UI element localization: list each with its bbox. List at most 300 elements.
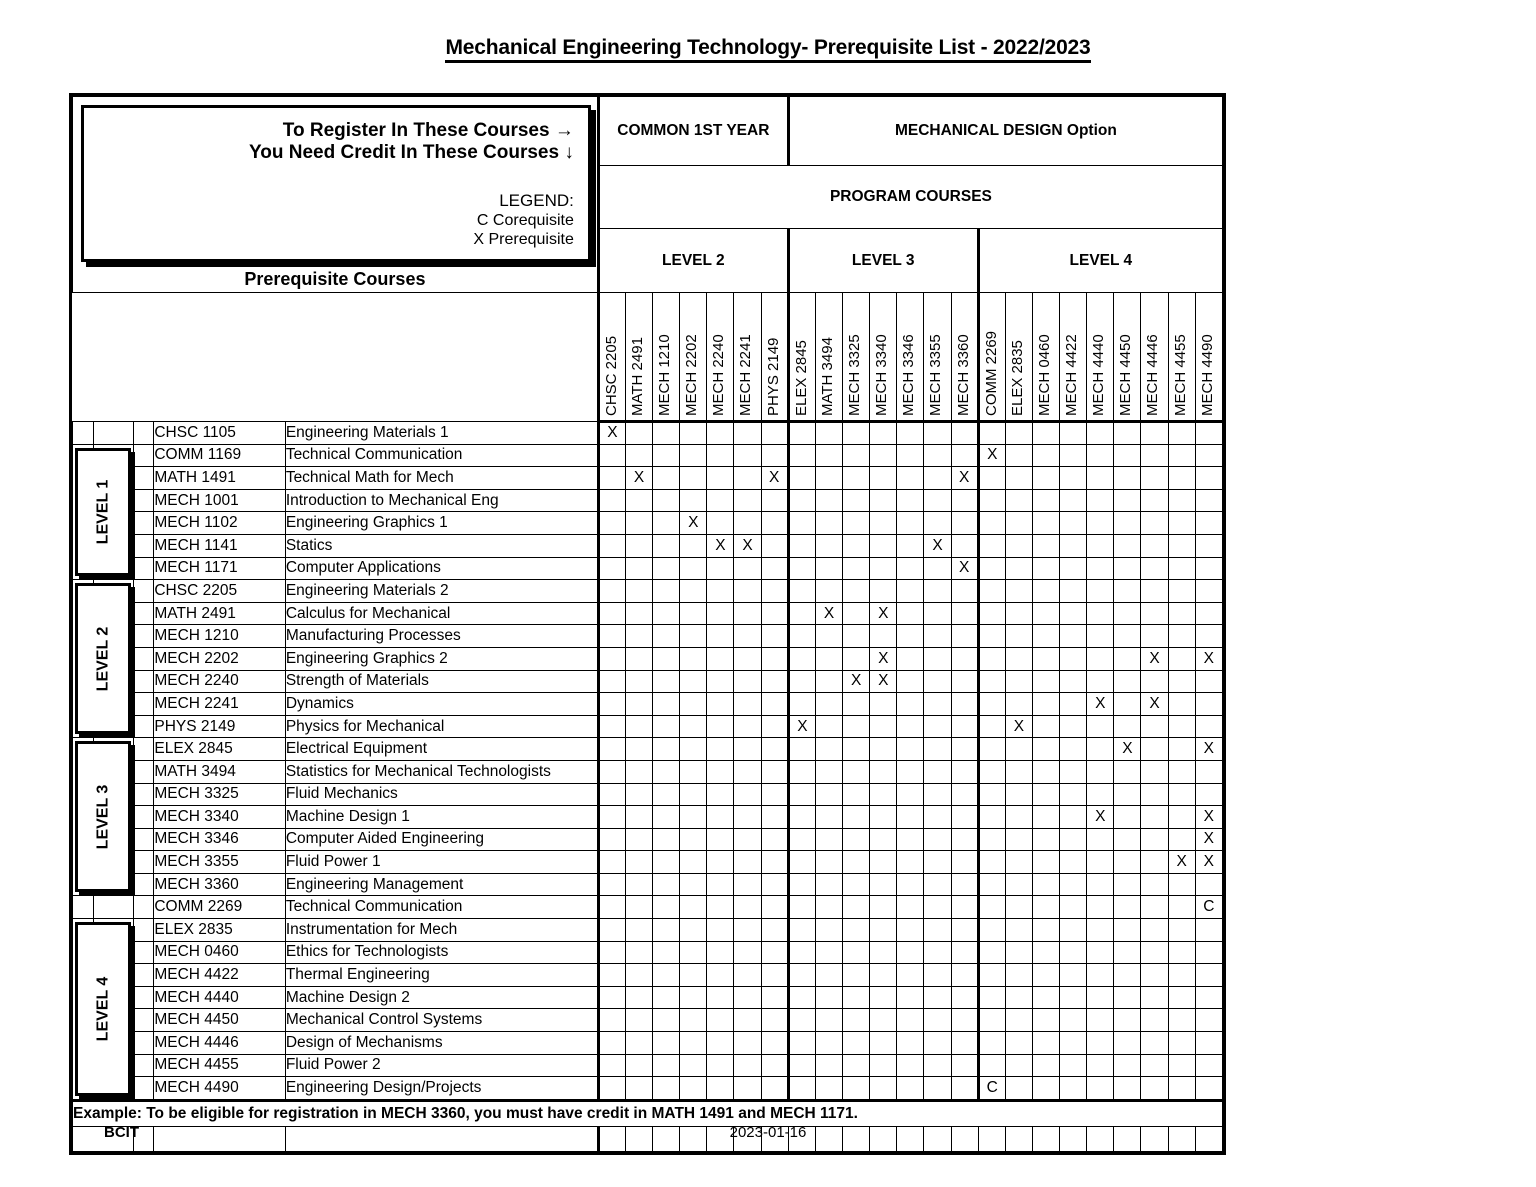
rotated-label-wrap	[1169, 293, 1195, 420]
rotated-label-wrap	[734, 293, 760, 420]
mark-cell-empty	[843, 851, 870, 874]
column-header-text: MECH 4490	[1198, 334, 1216, 416]
mark-cell-empty	[924, 896, 951, 919]
mark-cell-empty	[598, 941, 625, 964]
row-gap-cell	[133, 602, 154, 625]
row-course-code: MECH 2202	[154, 647, 285, 670]
mark-cell-empty	[625, 873, 652, 896]
mark-cell-empty	[653, 738, 680, 761]
mark-cell-empty	[1141, 602, 1168, 625]
mark-cell-empty	[897, 873, 924, 896]
mark-cell-empty	[1087, 489, 1114, 512]
mark-cell-empty	[897, 557, 924, 580]
mark-cell-empty	[1168, 1077, 1195, 1101]
mark-cell-empty	[843, 557, 870, 580]
mark-cell-empty	[1060, 489, 1087, 512]
credit-instruction	[84, 142, 588, 164]
mark-cell-empty	[1032, 670, 1059, 693]
mark-cell-empty	[1005, 467, 1032, 490]
table-row	[73, 670, 1223, 693]
mark-cell-x: X	[1114, 738, 1141, 761]
mark-cell-empty	[1060, 919, 1087, 942]
mark-cell-empty	[1087, 851, 1114, 874]
register-instruction-text: To Register In These Courses	[282, 120, 550, 141]
column-header-text: MECH 2202	[683, 334, 701, 416]
row-gap-cell	[133, 1077, 154, 1101]
mark-cell-empty	[978, 964, 1005, 987]
mark-cell-empty	[1060, 964, 1087, 987]
table-row	[73, 919, 1223, 942]
row-gap-cell	[133, 986, 154, 1009]
row-gap-cell	[133, 919, 154, 942]
mark-cell-empty	[788, 986, 815, 1009]
mark-cell-empty	[1060, 1009, 1087, 1032]
mark-cell-empty	[734, 941, 761, 964]
mark-cell-empty	[897, 738, 924, 761]
mark-cell-empty	[707, 512, 734, 535]
row-course-name: Ethics for Technologists	[285, 941, 598, 964]
mark-cell-empty	[1195, 873, 1222, 896]
mark-cell-empty	[1032, 647, 1059, 670]
row-course-name: Machine Design 1	[285, 806, 598, 829]
mark-cell-empty	[815, 1077, 842, 1101]
mark-cell-empty	[924, 602, 951, 625]
mark-cell-empty	[1087, 964, 1114, 987]
mark-cell-empty	[653, 964, 680, 987]
mark-cell-empty	[1114, 964, 1141, 987]
mark-cell-empty	[897, 602, 924, 625]
mark-cell-empty	[653, 670, 680, 693]
mark-cell-empty	[951, 602, 978, 625]
mark-cell-empty	[1087, 941, 1114, 964]
column-header-math-2491	[625, 293, 652, 422]
mark-cell-empty	[1114, 941, 1141, 964]
mark-cell-x: X	[870, 647, 897, 670]
mark-cell-empty	[598, 715, 625, 738]
mark-cell-x: X	[734, 534, 761, 557]
mark-cell-empty	[1032, 941, 1059, 964]
mark-cell-empty	[843, 512, 870, 535]
mark-cell-empty	[815, 873, 842, 896]
mark-cell-empty	[815, 534, 842, 557]
spine-cell	[73, 896, 94, 919]
mark-cell-empty	[1060, 873, 1087, 896]
mark-cell-empty	[924, 738, 951, 761]
mark-cell-empty	[1141, 1009, 1168, 1032]
mark-cell-empty	[788, 873, 815, 896]
mark-cell-empty	[1168, 986, 1195, 1009]
rotated-label-wrap	[1006, 293, 1032, 420]
mark-cell-empty	[1168, 489, 1195, 512]
mark-cell-empty	[815, 964, 842, 987]
mark-cell-empty	[625, 512, 652, 535]
level-bracket-label: LEVEL 2	[93, 626, 111, 692]
mark-cell-empty	[788, 1032, 815, 1055]
mark-cell-empty	[1141, 489, 1168, 512]
mark-cell-empty	[1087, 422, 1114, 445]
mark-cell-empty	[1032, 806, 1059, 829]
mark-cell-empty	[598, 512, 625, 535]
row-gap-cell	[133, 851, 154, 874]
mark-cell-empty	[870, 467, 897, 490]
mark-cell-empty	[598, 738, 625, 761]
mark-cell-empty	[1087, 647, 1114, 670]
mark-cell-empty	[951, 444, 978, 467]
mark-cell-empty	[1060, 851, 1087, 874]
row-course-code: MECH 3346	[154, 828, 285, 851]
mark-cell-empty	[1032, 534, 1059, 557]
mark-cell-empty	[761, 693, 788, 716]
mark-cell-empty	[843, 715, 870, 738]
mark-cell-empty	[1141, 715, 1168, 738]
mark-cell-empty	[1032, 557, 1059, 580]
row-course-code: MECH 1001	[154, 489, 285, 512]
mark-cell-empty	[1195, 693, 1222, 716]
mark-cell-empty	[1114, 444, 1141, 467]
mark-cell-empty	[734, 828, 761, 851]
mark-cell-empty	[843, 760, 870, 783]
rotated-label-wrap	[762, 293, 788, 420]
mark-cell-empty	[734, 1054, 761, 1077]
mark-cell-empty	[1114, 1054, 1141, 1077]
rotated-label-wrap	[790, 293, 816, 420]
legend-panel	[73, 97, 599, 293]
mark-cell-empty	[815, 670, 842, 693]
mark-cell-empty	[1032, 1054, 1059, 1077]
mark-cell-empty	[1168, 964, 1195, 987]
prerequisite-courses-heading: Prerequisite Courses	[244, 269, 426, 289]
mark-cell-empty	[680, 602, 707, 625]
mark-cell-empty	[761, 873, 788, 896]
mark-cell-empty	[978, 896, 1005, 919]
mark-cell-empty	[788, 534, 815, 557]
mark-cell-empty	[788, 783, 815, 806]
mark-cell-x: X	[1168, 851, 1195, 874]
table-row	[73, 1054, 1223, 1077]
mark-cell-empty	[870, 1077, 897, 1101]
row-gap-cell	[133, 693, 154, 716]
mark-cell-empty	[625, 738, 652, 761]
mark-cell-empty	[1060, 715, 1087, 738]
mark-cell-empty	[1195, 489, 1222, 512]
mark-cell-empty	[1032, 783, 1059, 806]
row-course-code: MECH 3360	[154, 873, 285, 896]
mark-cell-empty	[598, 1077, 625, 1101]
mark-cell-empty	[1060, 602, 1087, 625]
mark-cell-empty	[951, 964, 978, 987]
mark-cell-empty	[951, 873, 978, 896]
mark-cell-empty	[870, 512, 897, 535]
mark-cell-empty	[1195, 580, 1222, 603]
mark-cell-empty	[951, 670, 978, 693]
mark-cell-x: X	[1195, 647, 1222, 670]
mark-cell-empty	[788, 625, 815, 648]
column-header-elex-2845	[788, 293, 815, 422]
mark-cell-empty	[1060, 806, 1087, 829]
mark-cell-empty	[951, 422, 978, 445]
rotated-label-wrap	[653, 293, 679, 420]
mark-cell-empty	[680, 489, 707, 512]
mark-cell-empty	[924, 806, 951, 829]
mark-cell-x: X	[707, 534, 734, 557]
mark-cell-empty	[1032, 1077, 1059, 1101]
mark-cell-empty	[815, 896, 842, 919]
mark-cell-empty	[761, 422, 788, 445]
mark-cell-empty	[815, 919, 842, 942]
mark-cell-empty	[1032, 896, 1059, 919]
mark-cell-empty	[1087, 670, 1114, 693]
mark-cell-empty	[653, 715, 680, 738]
mark-cell-empty	[788, 467, 815, 490]
mark-cell-empty	[815, 557, 842, 580]
row-course-name: Statistics for Mechanical Technologists	[285, 760, 598, 783]
mark-cell-empty	[1060, 625, 1087, 648]
bracket-shape	[75, 741, 131, 892]
mark-cell-empty	[788, 693, 815, 716]
rotated-label-wrap	[707, 293, 733, 420]
mark-cell-empty	[625, 828, 652, 851]
mark-cell-empty	[625, 919, 652, 942]
mark-cell-empty	[951, 1009, 978, 1032]
mark-cell-empty	[680, 873, 707, 896]
mark-cell-empty	[924, 489, 951, 512]
mark-cell-empty	[951, 919, 978, 942]
table-row	[73, 602, 1223, 625]
mark-cell-empty	[625, 602, 652, 625]
mark-cell-empty	[1060, 1032, 1087, 1055]
matrix-table	[72, 96, 1223, 1152]
mark-cell-empty	[843, 738, 870, 761]
mark-cell-empty	[788, 964, 815, 987]
mark-cell-empty	[734, 693, 761, 716]
column-header-mech-3360	[951, 293, 978, 422]
mark-cell-empty	[680, 896, 707, 919]
mark-cell-empty	[653, 557, 680, 580]
mark-cell-empty	[1060, 444, 1087, 467]
row-gap-cell	[133, 670, 154, 693]
header-common-first-year: COMMON 1ST YEAR	[598, 97, 788, 166]
mark-cell-empty	[680, 941, 707, 964]
legend-prerequisite: X Prerequisite	[473, 231, 574, 249]
mark-cell-empty	[1114, 896, 1141, 919]
mark-cell-empty	[680, 986, 707, 1009]
mark-cell-empty	[815, 760, 842, 783]
mark-cell-empty	[598, 534, 625, 557]
mark-cell-empty	[1114, 828, 1141, 851]
mark-cell-empty	[1195, 715, 1222, 738]
mark-cell-empty	[924, 1009, 951, 1032]
row-course-name: Dynamics	[285, 693, 598, 716]
row-course-name: Manufacturing Processes	[285, 625, 598, 648]
column-header-mech-3355	[924, 293, 951, 422]
mark-cell-x: X	[1087, 806, 1114, 829]
row-course-code: ELEX 2835	[154, 919, 285, 942]
mark-cell-empty	[680, 534, 707, 557]
mark-cell-empty	[978, 806, 1005, 829]
mark-cell-empty	[1005, 580, 1032, 603]
column-header-mech-2240	[707, 293, 734, 422]
row-course-code: MECH 0460	[154, 941, 285, 964]
row-course-name: Technical Communication	[285, 444, 598, 467]
example-row	[73, 1100, 1223, 1126]
mark-cell-empty	[1141, 760, 1168, 783]
register-instruction	[84, 108, 588, 142]
mark-cell-empty	[1032, 873, 1059, 896]
mark-cell-empty	[978, 783, 1005, 806]
mark-cell-empty	[843, 1032, 870, 1055]
mark-cell-empty	[1195, 760, 1222, 783]
mark-cell-empty	[978, 738, 1005, 761]
mark-cell-empty	[978, 602, 1005, 625]
mark-cell-empty	[815, 738, 842, 761]
row-course-name: Engineering Graphics 2	[285, 647, 598, 670]
mark-cell-x: X	[680, 512, 707, 535]
column-header-text: ELEX 2835	[1008, 340, 1026, 416]
mark-cell-empty	[761, 647, 788, 670]
column-header-text: MECH 3340	[873, 334, 891, 416]
row-course-code: MECH 4446	[154, 1032, 285, 1055]
mark-cell-empty	[680, 760, 707, 783]
mark-cell-empty	[1032, 467, 1059, 490]
mark-cell-empty	[788, 896, 815, 919]
mark-cell-empty	[788, 1054, 815, 1077]
row-course-code: MECH 4455	[154, 1054, 285, 1077]
mark-cell-x: X	[1195, 738, 1222, 761]
mark-cell-empty	[680, 1009, 707, 1032]
row-course-code: ELEX 2845	[154, 738, 285, 761]
mark-cell-empty	[1195, 1032, 1222, 1055]
mark-cell-empty	[951, 806, 978, 829]
mark-cell-x: X	[1005, 715, 1032, 738]
mark-cell-x: X	[951, 467, 978, 490]
mark-cell-empty	[653, 534, 680, 557]
mark-cell-empty	[788, 422, 815, 445]
mark-cell-empty	[1005, 647, 1032, 670]
mark-cell-empty	[815, 1032, 842, 1055]
mark-cell-empty	[924, 919, 951, 942]
bracket-shape	[75, 922, 131, 1096]
mark-cell-empty	[951, 783, 978, 806]
row-course-name: Introduction to Mechanical Eng	[285, 489, 598, 512]
mark-cell-empty	[598, 670, 625, 693]
mark-cell-empty	[951, 986, 978, 1009]
mark-cell-empty	[1114, 715, 1141, 738]
column-header-math-3494	[815, 293, 842, 422]
mark-cell-empty	[1087, 512, 1114, 535]
level-bracket-level-4	[73, 919, 111, 1101]
mark-cell-empty	[734, 602, 761, 625]
mark-cell-empty	[1141, 444, 1168, 467]
row-course-code: MECH 4422	[154, 964, 285, 987]
mark-cell-empty	[1032, 512, 1059, 535]
mark-cell-empty	[870, 941, 897, 964]
mark-cell-empty	[1114, 851, 1141, 874]
column-header-mech-0460	[1032, 293, 1059, 422]
column-header-mech-1210	[653, 293, 680, 422]
mark-cell-empty	[598, 693, 625, 716]
row-gap-cell	[133, 580, 154, 603]
mark-cell-empty	[1032, 851, 1059, 874]
mark-cell-empty	[653, 828, 680, 851]
mark-cell-empty	[734, 670, 761, 693]
mark-cell-empty	[1114, 422, 1141, 445]
mark-cell-empty	[1005, 422, 1032, 445]
column-header-text: PHYS 2149	[764, 337, 782, 416]
level-bracket-label: LEVEL 3	[93, 784, 111, 850]
bracket-shape	[75, 583, 131, 734]
mark-cell-empty	[870, 557, 897, 580]
mark-cell-empty	[680, 422, 707, 445]
mark-cell-empty	[788, 738, 815, 761]
mark-cell-empty	[598, 1032, 625, 1055]
mark-cell-empty	[734, 422, 761, 445]
mark-cell-empty	[707, 986, 734, 1009]
mark-cell-empty	[625, 647, 652, 670]
mark-cell-empty	[951, 534, 978, 557]
rotated-label-wrap	[1114, 293, 1140, 420]
column-header-mech-3340	[870, 293, 897, 422]
mark-cell-empty	[734, 467, 761, 490]
mark-cell-empty	[815, 1054, 842, 1077]
mark-cell-empty	[680, 1077, 707, 1101]
mark-cell-empty	[1087, 873, 1114, 896]
mark-cell-empty	[680, 670, 707, 693]
mark-cell-empty	[707, 896, 734, 919]
column-header-text: MECH 3346	[900, 334, 918, 416]
row-gap-cell	[133, 467, 154, 490]
mark-cell-empty	[1087, 625, 1114, 648]
mark-cell-empty	[815, 828, 842, 851]
mark-cell-empty	[707, 670, 734, 693]
mark-cell-empty	[1141, 625, 1168, 648]
mark-cell-empty	[625, 1054, 652, 1077]
mark-cell-empty	[788, 851, 815, 874]
rotated-label-wrap	[1060, 293, 1086, 420]
mark-cell-empty	[707, 1077, 734, 1101]
mark-cell-empty	[897, 625, 924, 648]
mark-cell-empty	[897, 534, 924, 557]
row-course-name: Fluid Mechanics	[285, 783, 598, 806]
header-program-courses: PROGRAM COURSES	[598, 166, 1222, 229]
mark-cell-empty	[924, 964, 951, 987]
row-course-name: Technical Math for Mech	[285, 467, 598, 490]
mark-cell-empty	[843, 580, 870, 603]
row-course-code: COMM 2269	[154, 896, 285, 919]
mark-cell-empty	[625, 444, 652, 467]
table-row	[73, 828, 1223, 851]
mark-cell-empty	[1060, 986, 1087, 1009]
column-header-mech-4490	[1195, 293, 1222, 422]
mark-cell-empty	[1195, 919, 1222, 942]
mark-cell-empty	[815, 489, 842, 512]
mark-cell-empty	[1032, 738, 1059, 761]
mark-cell-empty	[843, 806, 870, 829]
table-row	[73, 557, 1223, 580]
rotated-label-wrap	[980, 293, 1006, 420]
mark-cell-x: X	[1141, 647, 1168, 670]
mark-cell-empty	[680, 647, 707, 670]
table-row	[73, 489, 1223, 512]
mark-cell-empty	[1114, 580, 1141, 603]
column-header-chsc-2205	[598, 293, 625, 422]
mark-cell-empty	[1195, 1054, 1222, 1077]
mark-cell-empty	[598, 489, 625, 512]
mark-cell-empty	[598, 602, 625, 625]
mark-cell-empty	[1087, 1077, 1114, 1101]
mark-cell-empty	[897, 919, 924, 942]
mark-cell-empty	[625, 580, 652, 603]
mark-cell-empty	[734, 557, 761, 580]
